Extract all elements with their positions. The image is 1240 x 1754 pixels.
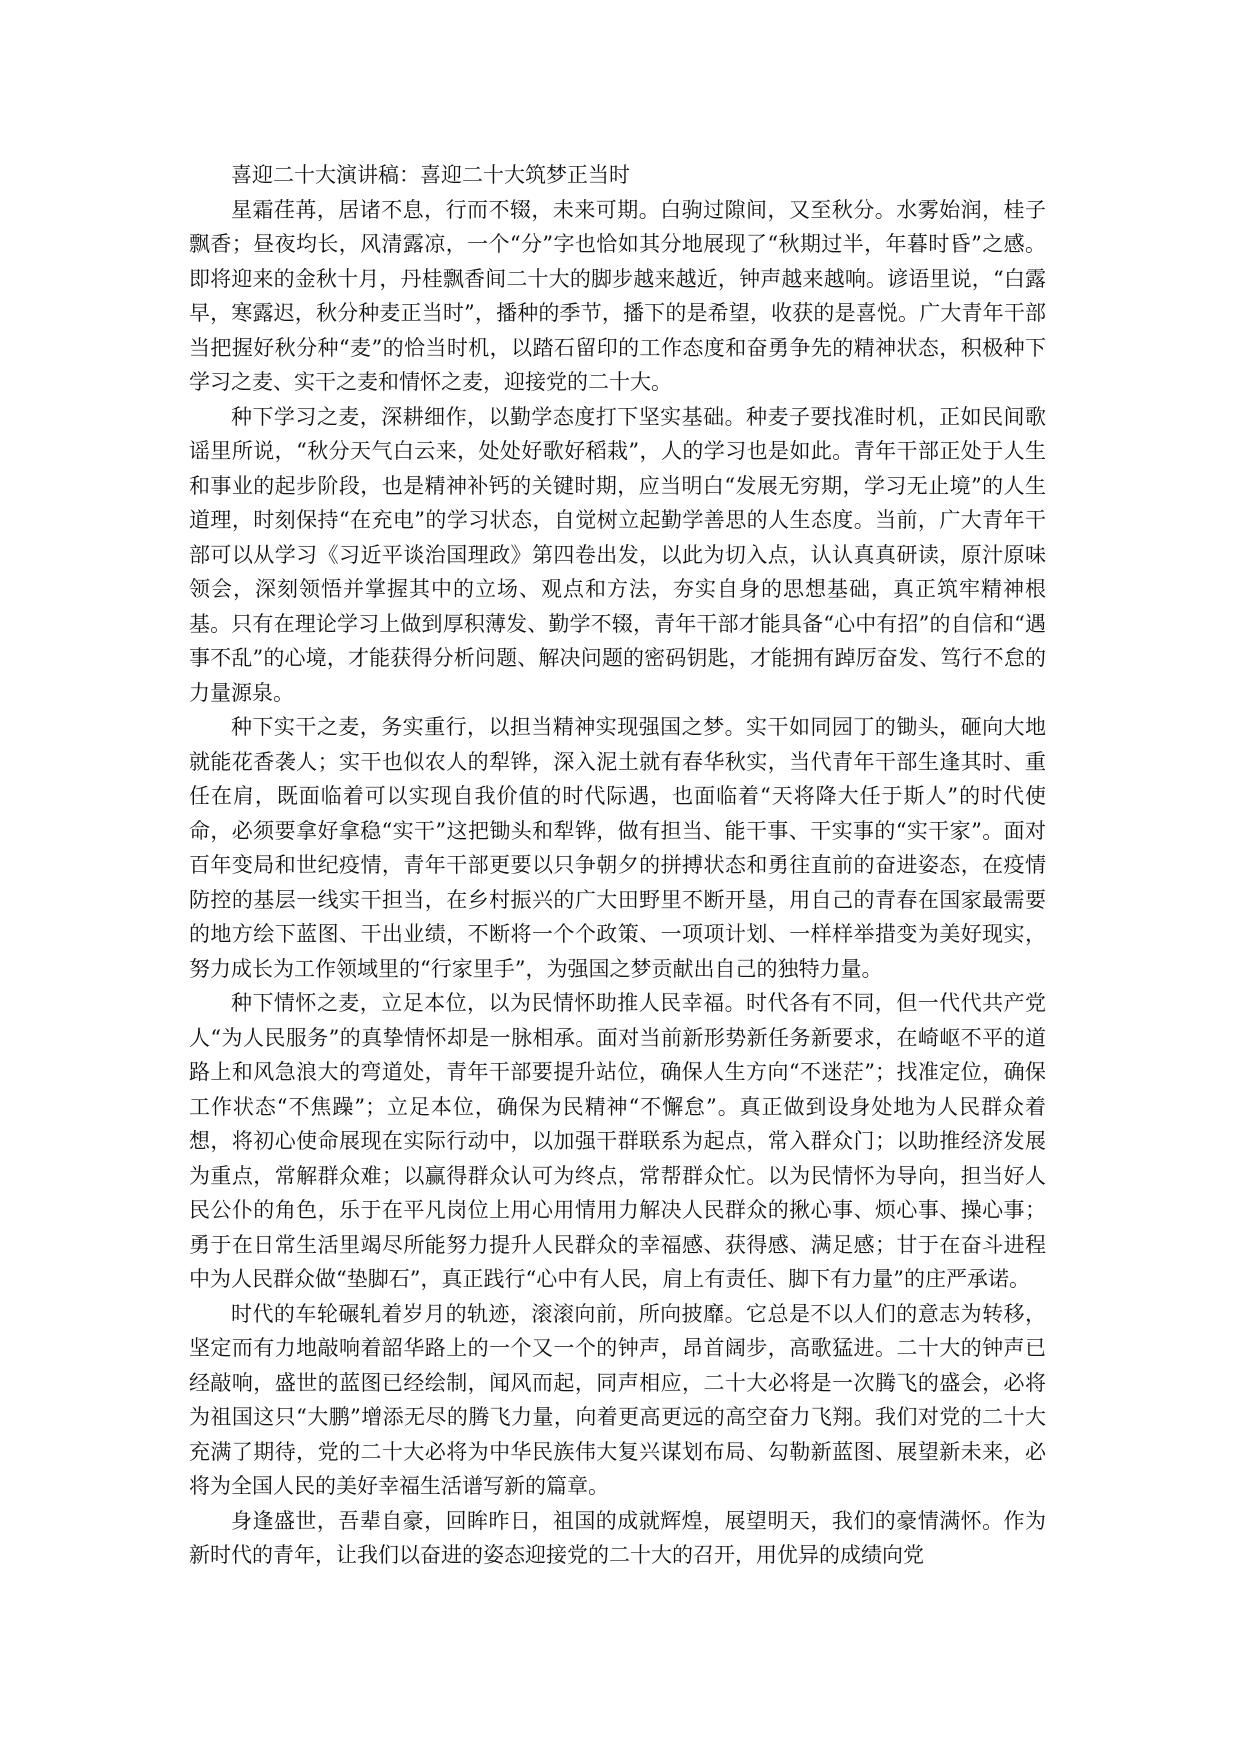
document-title: 喜迎二十大演讲稿：喜迎二十大筑梦正当时	[231, 163, 630, 187]
paragraph-1: 星霜荏苒，居诸不息，行而不辍，未来可期。白驹过隙间，又至秋分。水雾始润，桂子飘香；昼夜均长，风清露凉，一个“分”字也恰如其分地展现了“秋期过半，年暮时昏”之感。即将迎来的金秋十月，丹桂飘香间二十大的脚步越来越近，钟声越来越响。谚语里说，“白露早，寒露迟，秋分种麦正当时”，播种的季节，播下的是希望，收获的是喜悦。广大青年干部当把握好秋分种“麦”的恰当时机，以踏石留印的工作态度和奋勇争先的精神状态，积极种下学习之麦、实干之麦和情怀之麦，迎接党的二十大。	[189, 197, 1046, 394]
paragraph-3: 种下实干之麦，务实重行，以担当精神实现强国之梦。实干如同园丁的锄头，砸向大地就能花香袭人；实干也似农人的犁铧，深入泥土就有春华秋实，当代青年干部生逢其时、重任在肩，既面临着可以实现自我价值的时代际遇，也面临着“天将降大任于斯人”的时代使命，必须要拿好拿稳“实干”这把锄头和犁铧，做有担当、能干事、干实事的“实干家”。面对百年变局和世纪疫情，青年干部更要以只争朝夕的拼搏状态和勇往直前的奋进姿态，在疫情防控的基层一线实干担当，在乡村振兴的广大田野里不断开垦，用自己的青春在国家最需要的地方绘下蓝图、干出业绩，不断将一个个政策、一项项计划、一样样举措变为美好现实，努力成长为工作领域里的“行家里手”，为强国之梦贡献出自己的独特力量。	[189, 715, 1046, 981]
paragraph-6: 身逢盛世，吾辈自豪，回眸昨日，祖国的成就辉煌，展望明天，我们的豪情满怀。作为新时代的青年，让我们以奋进的姿态迎接党的二十大的召开，用优异的成绩向党	[189, 1508, 1046, 1567]
paragraph-4: 种下情怀之麦，立足本位，以为民情怀助推人民幸福。时代各有不同，但一代代共产党人“为人民服务”的真挚情怀却是一脉相承。面对当前新形势新任务新要求，在崎岖不平的道路上和风急浪大的弯道处，青年干部要提升站位，确保人生方向“不迷茫”；找准定位，确保工作状态“不焦躁”；立足本位，确保为民精神“不懈怠”。真正做到设身处地为人民群众着想，将初心使命展现在实际行动中，以加强干群联系为起点，常入群众门；以助推经济发展为重点，常解群众难；以赢得群众认可为终点，常帮群众忙。以为民情怀为导向，担当好人民公仆的角色，乐于在平凡岗位上用心用情用力解决人民群众的揪心事、烦心事、操心事；勇于在日常生活里竭尽所能努力提升人民群众的幸福感、获得感、满足感；甘于在奋斗进程中为人民群众做“垫脚石”，真正践行“心中有人民，肩上有责任、脚下有力量”的庄严承诺。	[189, 991, 1046, 1291]
document-body	[189, 158, 1046, 1573]
paragraph-5: 时代的车轮碾轧着岁月的轨迹，滚滚向前，所向披靡。它总是不以人们的意志为转移，坚定而有力地敲响着韶华路上的一个又一个的钟声，昂首阔步，高歌猛进。二十大的钟声已经敲响，盛世的蓝图已经绘制，闻风而起，同声相应，二十大必将是一次腾飞的盛会，必将为祖国这只“大鹏”增添无尽的腾飞力量，向着更高更远的高空奋力飞翔。我们对党的二十大充满了期待，党的二十大必将为中华民族伟大复兴谋划布局、勾勒新蓝图、展望新未来，必将为全国人民的美好幸福生活谱写新的篇章。	[189, 1301, 1046, 1498]
paragraph-2: 种下学习之麦，深耕细作，以勤学态度打下坚实基础。种麦子要找准时机，正如民间歌谣里所说，“秋分天气白云来，处处好歌好稻栽”，人的学习也是如此。青年干部正处于人生和事业的起步阶段，也是精神补钙的关键时期，应当明白“发展无穷期，学习无止境”的人生道理，时刻保持“在充电”的学习状态，自觉树立起勤学善思的人生态度。当前，广大青年干部可以从学习《习近平谈治国理政》第四卷出发，以此为切入点，认认真真研读，原汁原味领会，深刻领悟并掌握其中的立场、观点和方法，夯实自身的思想基础，真正筑牢精神根基。只有在理论学习上做到厚积薄发、勤学不辍，青年干部才能具备“心中有招”的自信和“遇事不乱”的心境，才能获得分析问题、解决问题的密码钥匙，才能拥有踔厉奋发、笃行不怠的力量源泉。	[189, 404, 1046, 705]
